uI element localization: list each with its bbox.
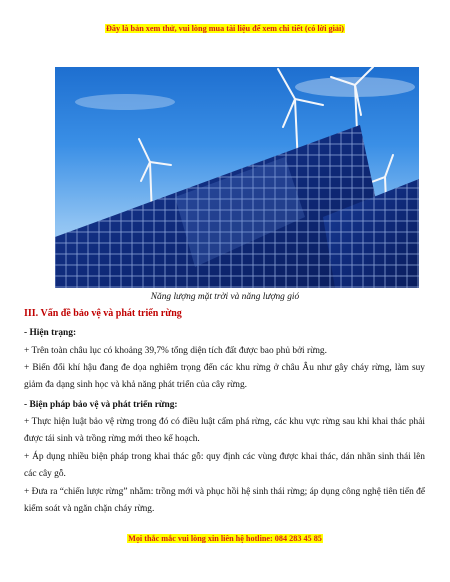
- measures-heading: - Biện pháp bảo vệ và phát triển rừng:: [24, 400, 178, 410]
- solar-wind-image: [55, 67, 419, 288]
- section-title: III. Vấn đề bảo vệ và phát triển rừng: [24, 308, 182, 319]
- solar-panels-wind-turbines-picture: [55, 67, 419, 288]
- hotline-text: Mọi thắc mắc vui lòng xin liên hệ hotline: 084 283 45 85: [128, 534, 322, 543]
- preview-notice-banner: [0, 24, 450, 33]
- hotline-banner: [0, 534, 450, 543]
- status-heading: - Hiện trạng:: [24, 328, 77, 338]
- image-caption: Năng lượng mặt trời và năng lượng gió: [150, 292, 300, 302]
- status-item-2: + Biến đổi khí hậu đang đe dọa nghiêm trọng đến các khu rừng ở châu Âu như gây cháy rừng, làm suy giảm đa dạng sinh học và khả năng phát triển của cây rừng.: [24, 363, 425, 390]
- status-item-1: + Trên toàn châu lục có khoảng 39,7% tổng diện tích đất được bao phủ bởi rừng.: [24, 346, 327, 356]
- measure-item-1: + Thực hiện luật bảo vệ rừng trong đó có điều luật cấm phá rừng, các khu vực rừng sau khi khai thác phải được tái sinh và trồng rừng mới theo kế hoạch.: [24, 417, 425, 444]
- measure-item-2: + Áp dụng nhiều biện pháp trong khai thác gỗ: quy định các vùng được khai thác, dán nhãn sinh thái lên các cây gỗ.: [24, 452, 425, 479]
- preview-notice-text: Đây là bản xem thử, vui lòng mua tài liệu để xem chi tiết (có lời giải): [105, 24, 344, 33]
- measure-item-3: + Đưa ra “chiến lược rừng” nhằm: trồng mới và phục hồi hệ sinh thái rừng; áp dụng công nghệ tiên tiến để kiểm soát và ngăn chặn cháy rừng.: [24, 487, 425, 514]
